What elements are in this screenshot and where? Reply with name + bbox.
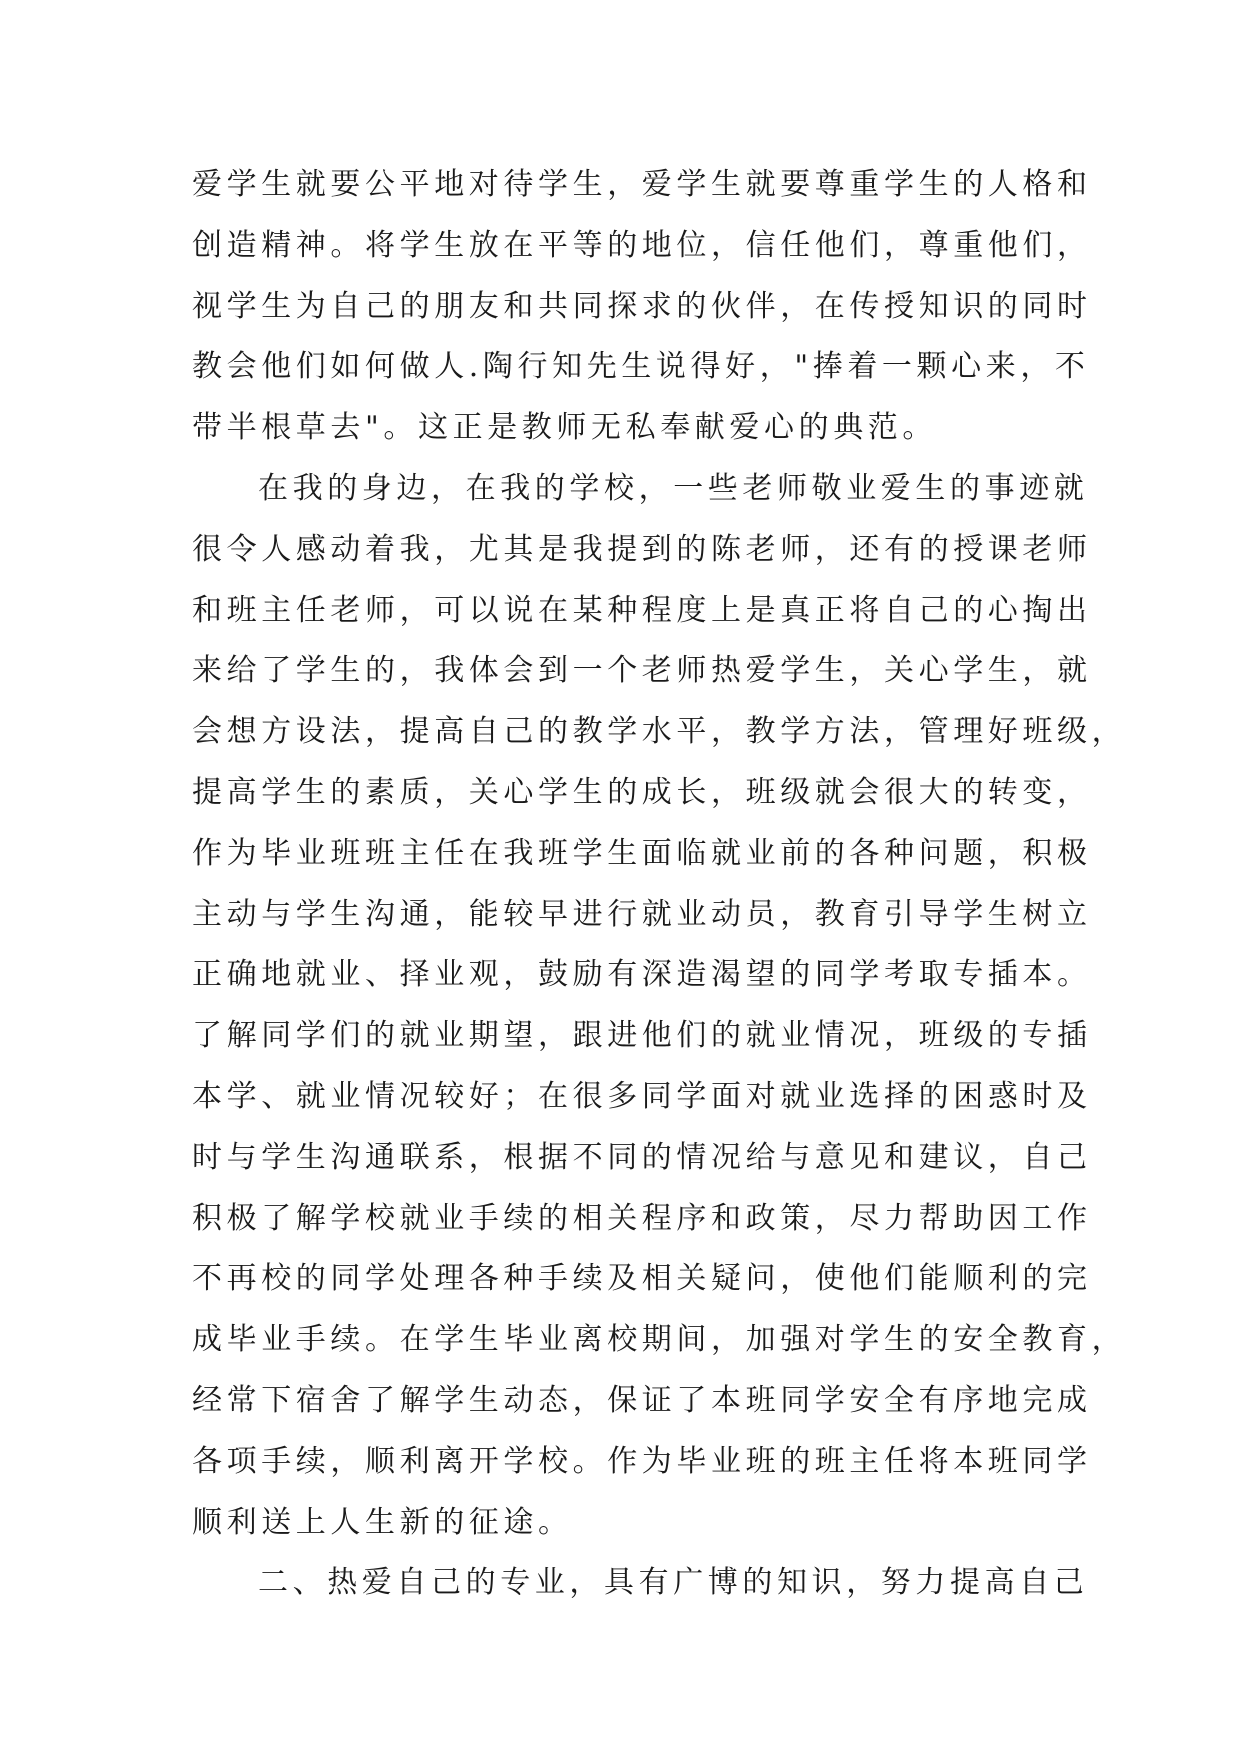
text-line: 会想方设法，提高自己的教学水平，教学方法，管理好班级， <box>192 714 1127 750</box>
text-line: 带半根草去"。这正是教师无私奉献爱心的典范。 <box>192 410 937 446</box>
text-line: 教会他们如何做人.陶行知先生说得好，"捧着一颗心来，不 <box>192 349 1090 385</box>
text-line: 了解同学们的就业期望，跟进他们的就业情况，班级的专插 <box>192 1018 1092 1054</box>
text-line: 时与学生沟通联系，根据不同的情况给与意见和建议，自己 <box>192 1139 1092 1175</box>
text-line: 顺利送上人生新的征途。 <box>192 1504 573 1540</box>
body-text <box>192 155 1127 1614</box>
text-line: 积极了解学校就业手续的相关程序和政策，尽力帮助因工作 <box>192 1200 1092 1236</box>
text-line: 本学、就业情况较好；在很多同学面对就业选择的困惑时及 <box>192 1078 1092 1114</box>
text-line: 很令人感动着我，尤其是我提到的陈老师，还有的授课老师 <box>192 531 1092 567</box>
text-line: 创造精神。将学生放在平等的地位，信任他们，尊重他们， <box>192 227 1092 263</box>
text-line: 和班主任老师，可以说在某种程度上是真正将自己的心掏出 <box>192 592 1092 628</box>
text-line: 不再校的同学处理各种手续及相关疑问，使他们能顺利的完 <box>192 1261 1092 1297</box>
section-heading-line: 二、热爱自己的专业，具有广博的知识，努力提高自己 <box>258 1565 1089 1601</box>
text-line: 正确地就业、择业观，鼓励有深造渴望的同学考取专插本。 <box>192 957 1092 993</box>
text-line: 主动与学生沟通，能较早进行就业动员，教育引导学生树立 <box>192 896 1092 932</box>
text-line: 来给了学生的，我体会到一个老师热爱学生，关心学生，就 <box>192 653 1092 689</box>
paragraph-start-line: 在我的身边，在我的学校，一些老师敬业爱生的事迹就 <box>258 470 1089 506</box>
text-line: 提高学生的素质，关心学生的成长，班级就会很大的转变， <box>192 774 1092 810</box>
text-line: 视学生为自己的朋友和共同探求的伙伴，在传授知识的同时 <box>192 288 1092 324</box>
text-line: 各项手续，顺利离开学校。作为毕业班的班主任将本班同学 <box>192 1443 1092 1479</box>
text-line: 成毕业手续。在学生毕业离校期间，加强对学生的安全教育， <box>192 1322 1127 1358</box>
text-line: 作为毕业班班主任在我班学生面临就业前的各种问题，积极 <box>192 835 1092 871</box>
text-line: 经常下宿舍了解学生动态，保证了本班同学安全有序地完成 <box>192 1382 1092 1418</box>
text-line: 爱学生就要公平地对待学生，爱学生就要尊重学生的人格和 <box>192 167 1092 202</box>
